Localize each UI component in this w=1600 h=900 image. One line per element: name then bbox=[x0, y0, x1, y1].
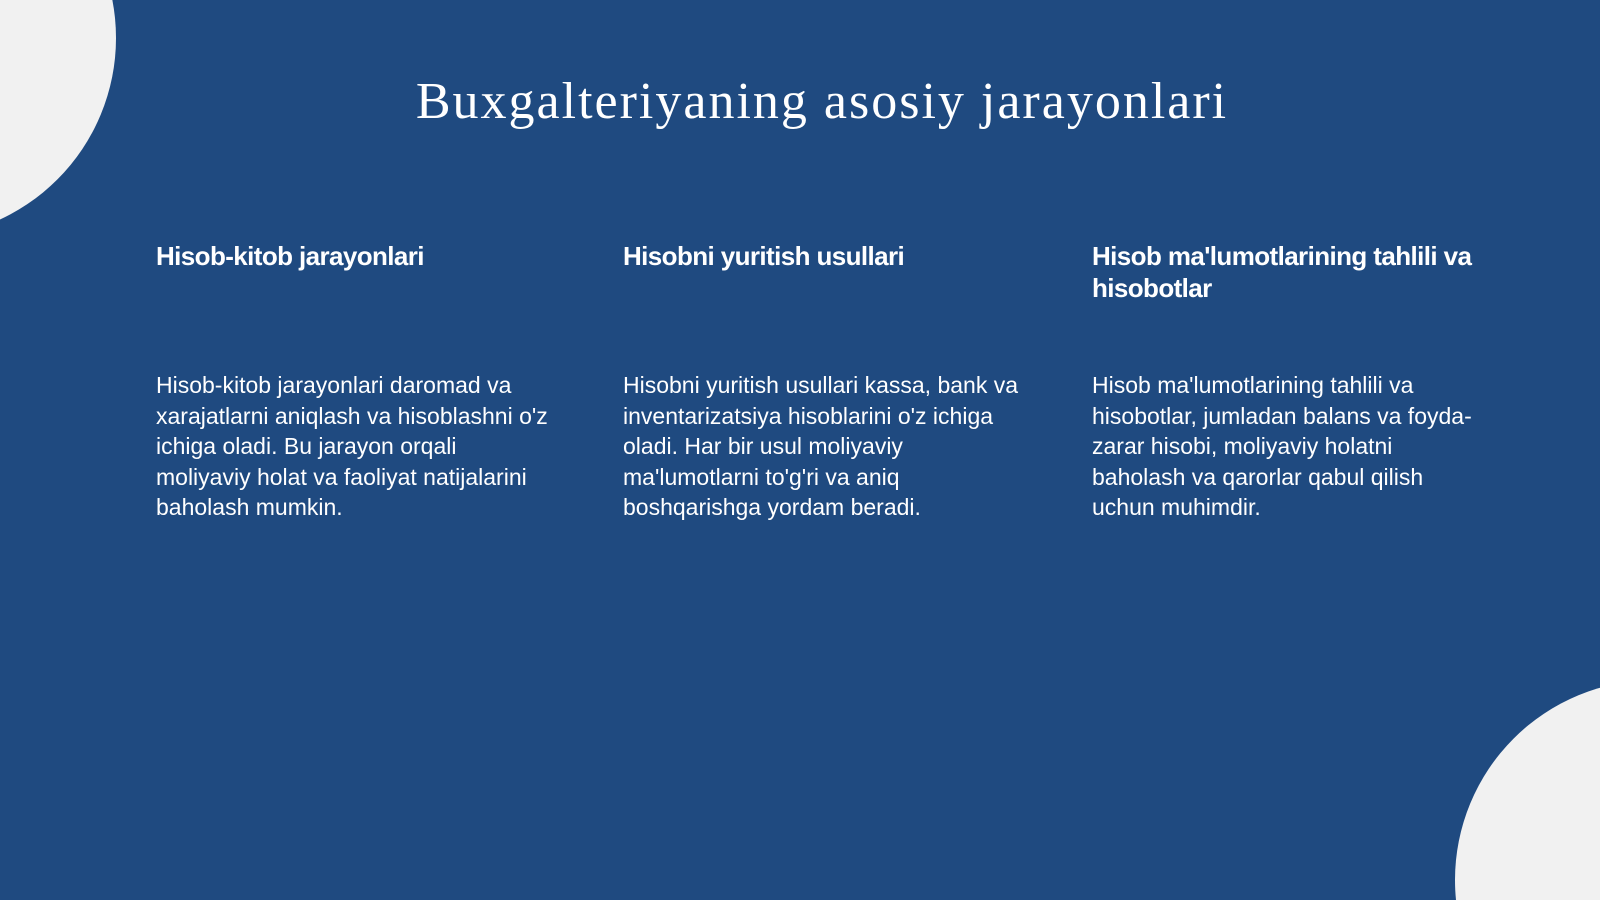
column-body: Hisob ma'lumotlarining tahlili va hisobotlar, jumladan balans va foyda-zarar hisobi, moliyaviy holatni baholash va qarorlar qabul qilish uchun muhimdir. bbox=[1092, 372, 1472, 520]
column-heading: Hisobni yuritish usullari bbox=[623, 241, 905, 271]
column-accounting-processes bbox=[156, 240, 556, 523]
column-heading: Hisob-kitob jarayonlari bbox=[156, 241, 424, 271]
slide-title: Buxgalteriyaning asosiy jarayonlari bbox=[415, 73, 1229, 130]
column-analysis-and-reports bbox=[1092, 240, 1492, 523]
column-body: Hisobni yuritish usullari kassa, bank va inventarizatsiya hisoblarini o'z ichiga oladi. Har bir usul moliyaviy ma'lumotlarni to'g'ri va aniq boshqarishga yordam beradi. bbox=[623, 372, 1019, 520]
column-body: Hisob-kitob jarayonlari daromad va xarajatlarni aniqlash va hisoblashni o'z ichiga oladi. Bu jarayon orqali moliyaviy holat va faoliyat natijalarini baholash mumkin. bbox=[156, 372, 548, 520]
column-bookkeeping-methods bbox=[623, 240, 1023, 523]
decorative-circle-bottom-right bbox=[1455, 680, 1600, 900]
column-heading: Hisob ma'lumotlarining tahlili va hisobotlar bbox=[1092, 241, 1472, 303]
